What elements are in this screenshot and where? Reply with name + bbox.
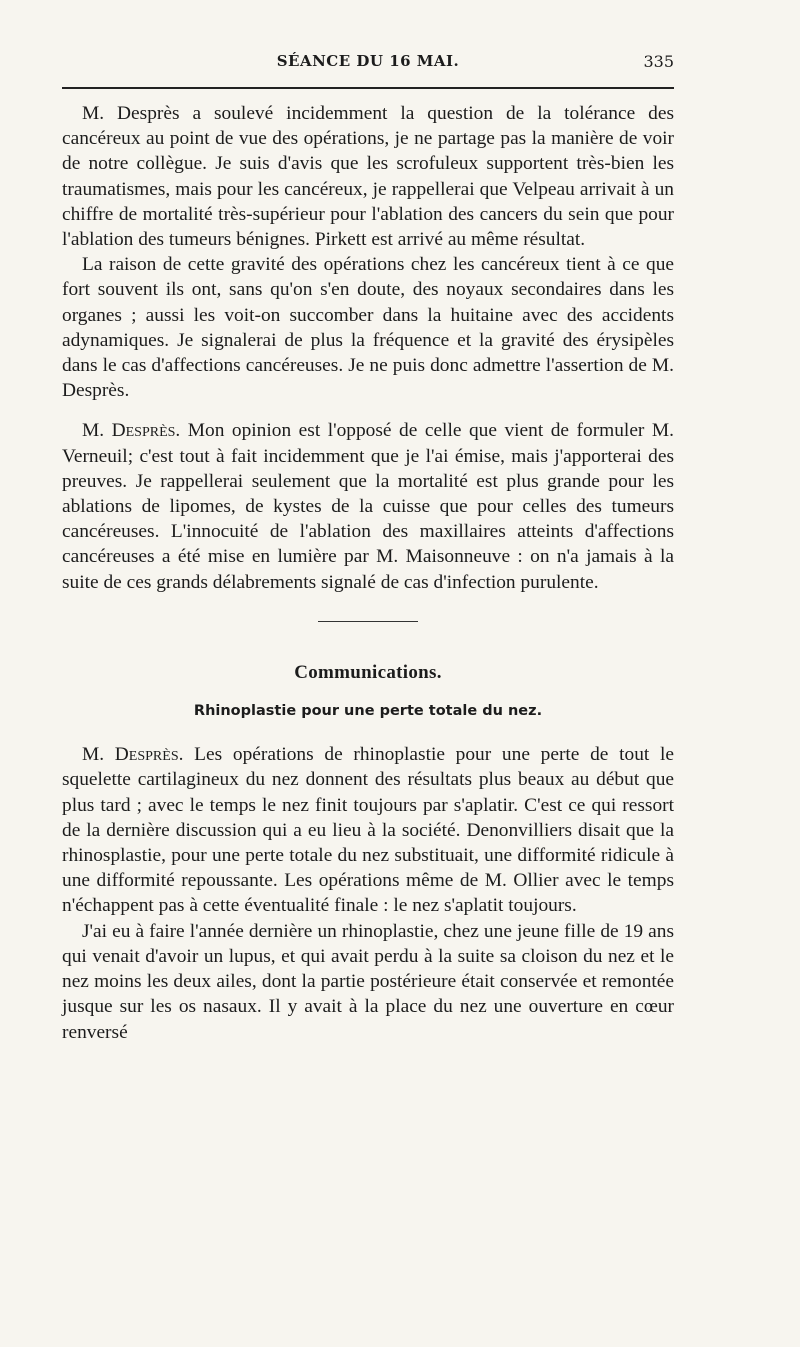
communication-text: Les opérations de rhinoplastie pour une perte de tout le squelette cartilagineux du nez donnent des résultats plus beaux au début que plus tard ; avec le temps le nez finit toujours par s'aplatir. C'est ce qui ressort de la dernière discussion qui a eu lieu à la société. Denonvilliers disait que la rhinosplastie, pour une perte totale du nez substituait, une difformité ridicule à une difformité repoussante. Les opérations même de M. Ollier avec le temps n'échappent pas à cette éventualité finale : le nez s'aplatit toujours. [62,744,674,917]
paragraph-rhinoplastie-2: J'ai eu à faire l'année dernière un rhinoplastie, chez une jeune fille de 19 ans qui venait d'avoir un lupus, et qui avait perdu à la suite sa cloison du nez et le nez moins les deux ailes, dont la partie postérieure était conservée et remontée jusque sur les os nasaux. Il y avait à la place du nez une ouverture en cœur renversé [62,920,674,1043]
speaker-name: M. Desprès. [82,744,184,766]
speaker-name: M. Desprès. [82,420,181,442]
paragraph-despres-reply [62,418,674,594]
header-rule [62,87,674,89]
paragraph-verneuil-1: M. Desprès a soulevé incidemment la question de la tolérance des cancéreux au point de vue des opérations, je ne partage pas la manière de voir de notre collègue. Je suis d'avis que les scrofuleux supportent très-bien les traumatismes, mais pour les cancéreux, je rappellerai que Velpeau arrivait à un chiffre de mortalité très-supérieur pour l'ablation des cancers du sein que pour l'ablation des tumeurs bénignes. Pirkett est arrivé au même résultat. [62,103,674,251]
running-title: SÉANCE DU 16 MAI. [276,52,460,70]
body-text [62,101,674,1045]
paragraph-verneuil-2: La raison de cette gravité des opérations chez les cancéreux tient à ce que fort souvent ils ont, sans qu'on s'en doute, des noyaux secondaires dans les organes ; aussi les voit-on succomber dans la huitaine avec des accidents adynamiques. Je signalerai de plus la fréquence et la gravité des érysipèles dans le cas d'affections cancéreuses. Je ne puis donc admettre l'assertion de M. Desprès. [62,254,674,402]
section-divider [318,621,418,622]
paragraph-rhinoplastie-1 [62,742,674,918]
reply-text: Mon opinion est l'opposé de celle que vient de formuler M. Verneuil; c'est tout à fait incidemment que je l'ai émise, mais j'apporterai des preuves. Je rappellerai seulement que la mortalité est plus grande pour les ablations de lipomes, de kystes de la cuisse que pour celles des tumeurs cancéreuses. L'innocuité de l'ablation des maxillaires atteints d'affections cancéreuses a été mise en lumière par M. Maisonneuve : on n'a jamais à la suite de ces grands délabrements signalé de cas d'infection purulente. [62,420,674,593]
subsection-title: Rhinoplastie pour une perte totale du nez. [193,703,543,720]
running-header [62,52,674,82]
section-title: Communications. [294,661,442,683]
page-number: 335 [643,52,674,71]
